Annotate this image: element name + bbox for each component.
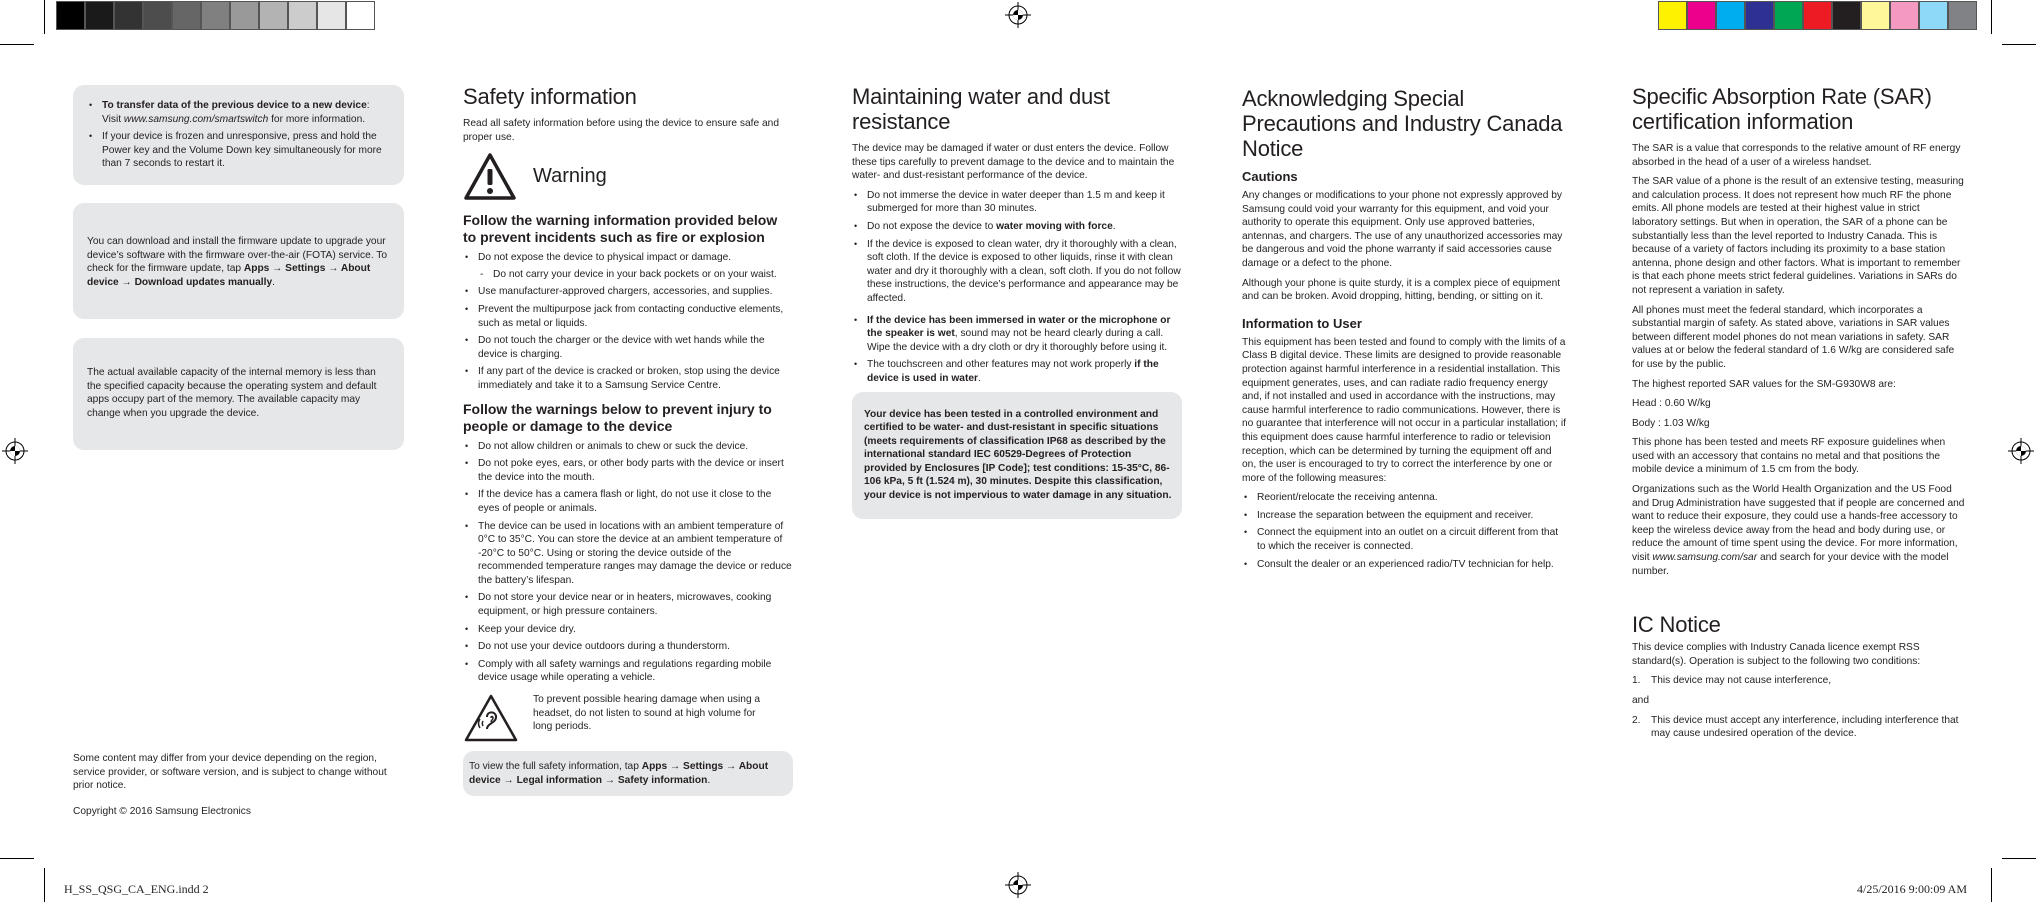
color-swatch <box>172 1 201 30</box>
color-swatch <box>1803 1 1832 30</box>
crop-mark <box>44 0 45 34</box>
warning-icon <box>463 152 517 202</box>
crop-mark <box>2002 858 2036 859</box>
list-item: • Reorient/relocate the receiving antenna. <box>1242 491 1567 505</box>
hearing-warning-icon <box>463 693 519 743</box>
color-swatch <box>1745 1 1774 30</box>
hearing-warning-text: To prevent possible hearing damage when using a headset, do not listen to sound at high volume for long periods. <box>533 694 761 733</box>
list-item: • Do not store your device near or in heaters, microwaves, cooking equipment, or high pressure containers. <box>463 591 793 618</box>
crop-mark <box>0 44 34 45</box>
list-item: • Comply with all safety warnings and regulations regarding mobile device usage while operating a vehicle. <box>463 658 793 685</box>
sar-text: All phones must meet the federal standard, which incorporates a substantial margin of safety. As stated above, variations in SAR values between different model phones do not mean variations in safety. SAR values at or below the federal standard of 1.6 W/kg are considered safe for use by the public. <box>1632 304 1955 370</box>
registration-mark-icon <box>1005 872 1031 898</box>
fire-warning-heading: Follow the warning information provided below to prevent incidents such as fire or explosion <box>463 212 778 246</box>
sar-title: Specific Absorption Rate (SAR) certification information <box>1632 84 1932 134</box>
list-item: 2. This device must accept any interference, including interference that may cause undesired operation of the device. <box>1632 714 1959 740</box>
tip-restart: • If your device is frozen and unresponsive, press and hold the Power key and the Volume Down key simultaneously for more than 7 seconds to restart it. <box>87 130 390 171</box>
list-item: • Do not use your device outdoors during a thunderstorm. <box>463 640 793 654</box>
water-intro: The device may be damaged if water or dust enters the device. Follow these tips carefully to prevent damage to the device and to maintain the water- and dust-resistant performance of the device. <box>852 143 1175 182</box>
sar-head-value: Head : 0.60 W/kg <box>1632 398 1711 410</box>
list-item: • Use manufacturer-approved chargers, accessories, and supplies. <box>463 285 793 299</box>
sar-text: This phone has been tested and meets RF exposure guidelines when used with an accessory that contains no metal and that positions the mobile device a minimum of 1.5 cm from the body. <box>1632 437 1946 476</box>
list-item: • Prevent the multipurpose jack from contacting conductive elements, such as metal or liquids. <box>463 303 793 330</box>
crop-mark <box>0 858 34 859</box>
color-swatch <box>1948 1 1977 30</box>
color-swatch <box>1658 1 1687 30</box>
registration-mark-icon <box>2 438 28 464</box>
sar-text: The highest reported SAR values for the SM-G930W8 are: <box>1632 378 1896 390</box>
list-item: • Keep your device dry. <box>463 623 793 637</box>
registration-mark-icon <box>1005 2 1031 28</box>
list-item: • Consult the dealer or an experienced radio/TV technician for help. <box>1242 558 1567 572</box>
firmware-box: You can download and install the firmware update to upgrade your device’s software with the firmware over-the-air (FOTA) service. To check for the firmware update, tap Apps → Settings → About device → Download updates manually. <box>73 203 404 319</box>
color-swatch <box>259 1 288 30</box>
canada-column <box>1242 86 1567 575</box>
color-swatch <box>346 1 375 30</box>
list-item: • Connect the equipment into an outlet on a circuit different from that to which the receiver is connected. <box>1242 526 1567 553</box>
list-item: 1. This device may not cause interference, <box>1632 675 1832 687</box>
crop-mark <box>44 868 45 902</box>
color-swatch <box>143 1 172 30</box>
info-text: This equipment has been tested and found to comply with the limits of a Class B digital device. These limits are designed to provide reasonable protection against harmful interference in a residential installation. This equipment generates, uses, and can radiate radio frequency energy and, if not installed and used in accordance with the instructions, may cause harmful interference to radio communications. However, there is no guarantee that interference will not occur in a particular installation; if this equipment does cause harmful interference to radio or television reception, which can be determined by turning the equipment off and on, the user is encouraged to try to correct the interference by one or more of the following measures: <box>1242 336 1566 484</box>
color-swatch <box>1716 1 1745 30</box>
color-swatch <box>288 1 317 30</box>
color-swatch <box>1919 1 1948 30</box>
list-item: • The device can be used in locations with an ambient temperature of 0°C to 35°C. You can store the device at an ambient temperature of -20°C to 50°C. Using or storing the device outside of the recommended temperature ranges may damage the device or reduce the battery’s lifespan. <box>463 520 793 588</box>
safety-intro: Read all safety information before using the device to ensure safe and proper use. <box>463 118 780 143</box>
process-color-bar <box>1658 1 1977 30</box>
water-column <box>852 84 1182 519</box>
list-item: • If the device is exposed to clean water, dry it thoroughly with a clean, soft cloth. If the device is exposed to other liquids, rinse it with clean water and dry it thoroughly with a clean, soft cloth. If you do not follow these instructions, the device’s performance and appearance may be affected. <box>852 238 1182 306</box>
sar-column <box>1632 84 1967 747</box>
registration-mark-icon <box>2008 438 2034 464</box>
warning-label: Warning <box>533 165 607 188</box>
sar-link[interactable]: www.samsung.com/sar <box>1652 552 1758 564</box>
cautions-text: Although your phone is quite sturdy, it is a complex piece of equipment and can be broken. Avoid dropping, hitting, bending, or sitting on it. <box>1242 277 1561 303</box>
color-swatch <box>201 1 230 30</box>
content-disclaimer: Some content may differ from your device depending on the region, service provider, or software version, and is subject to change without prior notice. <box>73 753 387 792</box>
column-1-footer <box>73 752 393 824</box>
color-swatch <box>1861 1 1890 30</box>
color-swatch <box>1774 1 1803 30</box>
list-item: • Do not allow children or animals to chew or suck the device. <box>463 440 793 454</box>
sar-text: Organizations such as the World Health Organization and the US Food and Drug Administration have suggested that if people are concerned and want to reduce their exposure, they could use a hands-free accessory to keep the wireless device away from the head and body during use, or reduce the amount of time spent using the device. For more information, visit www.samsung.com/sar and search for your device with the model number. <box>1632 484 1965 577</box>
color-swatch <box>230 1 259 30</box>
slug-filename: H_SS_QSG_CA_ENG.indd 2 <box>64 882 209 896</box>
color-swatch <box>1832 1 1861 30</box>
color-swatch <box>56 1 85 30</box>
copyright: Copyright © 2016 Samsung Electronics <box>73 805 251 817</box>
tips-box <box>73 85 404 185</box>
color-swatch <box>1890 1 1919 30</box>
injury-warning-heading: Follow the warnings below to prevent injury to people or damage to the device <box>463 400 772 434</box>
color-swatch <box>114 1 143 30</box>
cautions-text: Any changes or modifications to your phone not expressly approved by Samsung could void your warranty for this equipment, and void your authority to operate this equipment. Only use approved batteries, antennas, and chargers. The use of any unauthorized accessories may be dangerous and void the phone warranty if said accessories cause damage or a defect to the phone. <box>1242 190 1563 269</box>
crop-mark <box>1991 0 1992 34</box>
list-item: • Increase the separation between the equipment and receiver. <box>1242 509 1567 523</box>
list-item: • Do not expose the device to physical impact or damage. - Do not carry your device in your back pockets or on your waist. <box>463 251 793 281</box>
full-safety-box: To view the full safety information, tap Apps → Settings → About device → Legal information → Safety information. <box>463 751 793 796</box>
cautions-heading: Cautions <box>1242 169 1298 184</box>
ic-and: and <box>1632 695 1649 706</box>
gray-color-bar <box>56 1 375 30</box>
water-title: Maintaining water and dust resistance <box>852 84 1110 134</box>
info-heading: Information to User <box>1242 315 1362 331</box>
sar-body-value: Body : 1.03 W/kg <box>1632 417 1710 429</box>
list-item: • Do not expose the device to water moving with force. <box>852 220 1182 234</box>
ic-title: IC Notice <box>1632 612 1721 638</box>
list-item: • The touchscreen and other features may not work properly if the device is used in water. <box>852 358 1182 385</box>
ic-intro: This device complies with Industry Canada licence exempt RSS standard(s). Operation is subject to the following two conditions: <box>1632 642 1921 667</box>
list-item: • Do not touch the charger or the device with wet hands while the device is charging. <box>463 334 793 361</box>
canada-title: Acknowledging Special Precautions and Industry Canada Notice <box>1242 86 1563 161</box>
crop-mark <box>2002 44 2036 45</box>
color-swatch <box>317 1 346 30</box>
list-item: • Do not poke eyes, ears, or other body parts with the device or insert the device into the mouth. <box>463 457 793 484</box>
list-item: • If the device has a camera flash or light, do not use it close to the eyes of people or animals. <box>463 488 793 515</box>
slug-timestamp: 4/25/2016 9:00:09 AM <box>1857 882 1968 896</box>
ip68-box: Your device has been tested in a controlled environment and certified to be water- and dust-resistant in specific situations (meets requirements of classification IP68 as described by the international standard IEC 60529-Degrees of Protection provided by Enclosures [IP Code]; test conditions: 15-35°C, 86-106 kPa, 5 ft (1.524 m), 30 minutes. Despite this classification, your device is not impervious to water damage in any situation. <box>852 392 1182 519</box>
sar-text: The SAR value of a phone is the result of an extensive testing, measuring and calculation process. It does not represent how much RF the phone emits. All phone models are tested at their highest value in strict laboratory settings. But when in operation, the SAR of a phone can be substantially less than the level reported to Industry Canada. This is because of a variety of factors including its proximity to a base station antenna, phone design and other factors. What is important to remember is that each phone meets strict federal guidelines. Variations in SARs do not represent a variation in safety. <box>1632 176 1964 296</box>
memory-box: The actual available capacity of the internal memory is less than the specified capacity because the operating system and default apps occupy part of the memory. The available capacity may change when you upgrade the device. <box>73 338 404 450</box>
list-item: • If any part of the device is cracked or broken, stop using the device immediately and take it to a Samsung Service Centre. <box>463 365 793 392</box>
sar-text: The SAR is a value that corresponds to the relative amount of RF energy absorbed in the head of a user of a wireless handset. <box>1632 143 1961 168</box>
list-item: • Do not immerse the device in water deeper than 1.5 m and keep it submerged for more than 30 minutes. <box>852 189 1182 216</box>
crop-mark <box>1991 868 1992 902</box>
tip-transfer-data: • To transfer data of the previous device to a new device: Visit www.samsung.com/smartswitch for more information. <box>87 99 390 126</box>
list-item: • If the device has been immersed in water or the microphone or the speaker is wet, sound may not be heard clearly during a call. Wipe the device with a dry cloth or dry it thoroughly before using it. <box>852 314 1182 355</box>
color-swatch <box>1687 1 1716 30</box>
safety-column <box>463 84 793 796</box>
safety-title: Safety information <box>463 84 637 109</box>
smartswitch-link[interactable]: www.samsung.com/smartswitch <box>123 113 269 125</box>
list-subitem: - Do not carry your device in your back pockets or on your waist. <box>478 268 793 282</box>
color-swatch <box>85 1 114 30</box>
